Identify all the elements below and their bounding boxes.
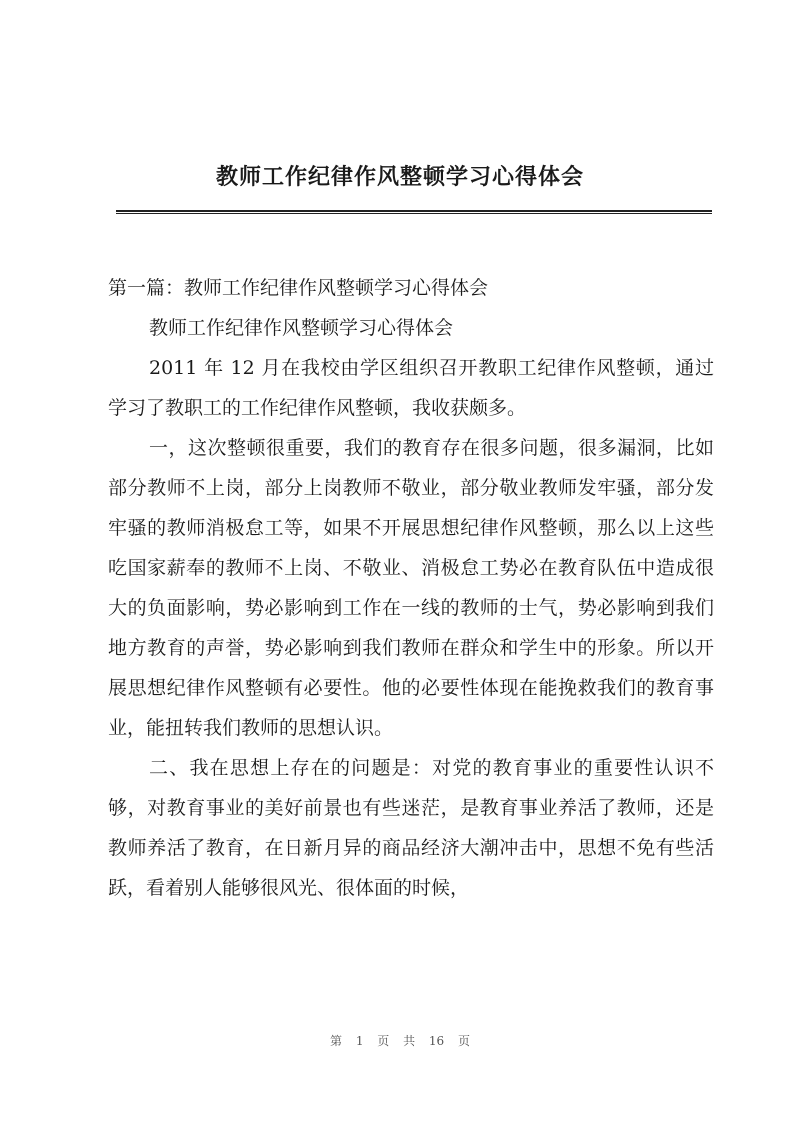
section-heading: 第一篇：教师工作纪律作风整顿学习心得体会 [108, 277, 489, 299]
paragraph-point-one: 一，这次整顿很重要，我们的教育存在很多问题，很多漏洞，比如部分教师不上岗，部分上岗教师不敬业，部分敬业教师发牢骚，部分发牢骚的教师消极怠工等，如果不开展思想纪律作风整顿，那么以上这些吃国家薪奉的教师不上岗、不敬业、消极怠工势必在教育队伍中造成很大的负面影响，势必影响到工作在一线的教师的士气，势必影响到我们地方教育的声誉，势必影响到我们教师在群众和学生中的形象。所以开展思想纪律作风整顿有必要性。他的必要性体现在能挽救我们的教育事业，能扭转我们教师的思想认识。 [108, 437, 714, 739]
document-body [108, 268, 714, 908]
paragraph-intro: 2011 年 12 月在我校由学区组织召开教职工纪律作风整顿，通过学习了教职工的工作纪律作风整顿，我收获颇多。 [108, 357, 714, 419]
article-subtitle: 教师工作纪律作风整顿学习心得体会 [149, 317, 454, 339]
title-divider [116, 210, 712, 214]
page-title: 教师工作纪律作风整顿学习心得体会 [215, 165, 584, 190]
page-footer: 第 1 页 共 16 页 [330, 1034, 470, 1048]
paragraph-point-two: 二、我在思想上存在的问题是：对党的教育事业的重要性认识不够，对教育事业的美好前景也有些迷茫，是教育事业养活了教师，还是教师养活了教育，在日新月异的商品经济大潮冲击中，思想不免有些活跃，看着别人能够很风光、很体面的时候， [108, 757, 714, 899]
